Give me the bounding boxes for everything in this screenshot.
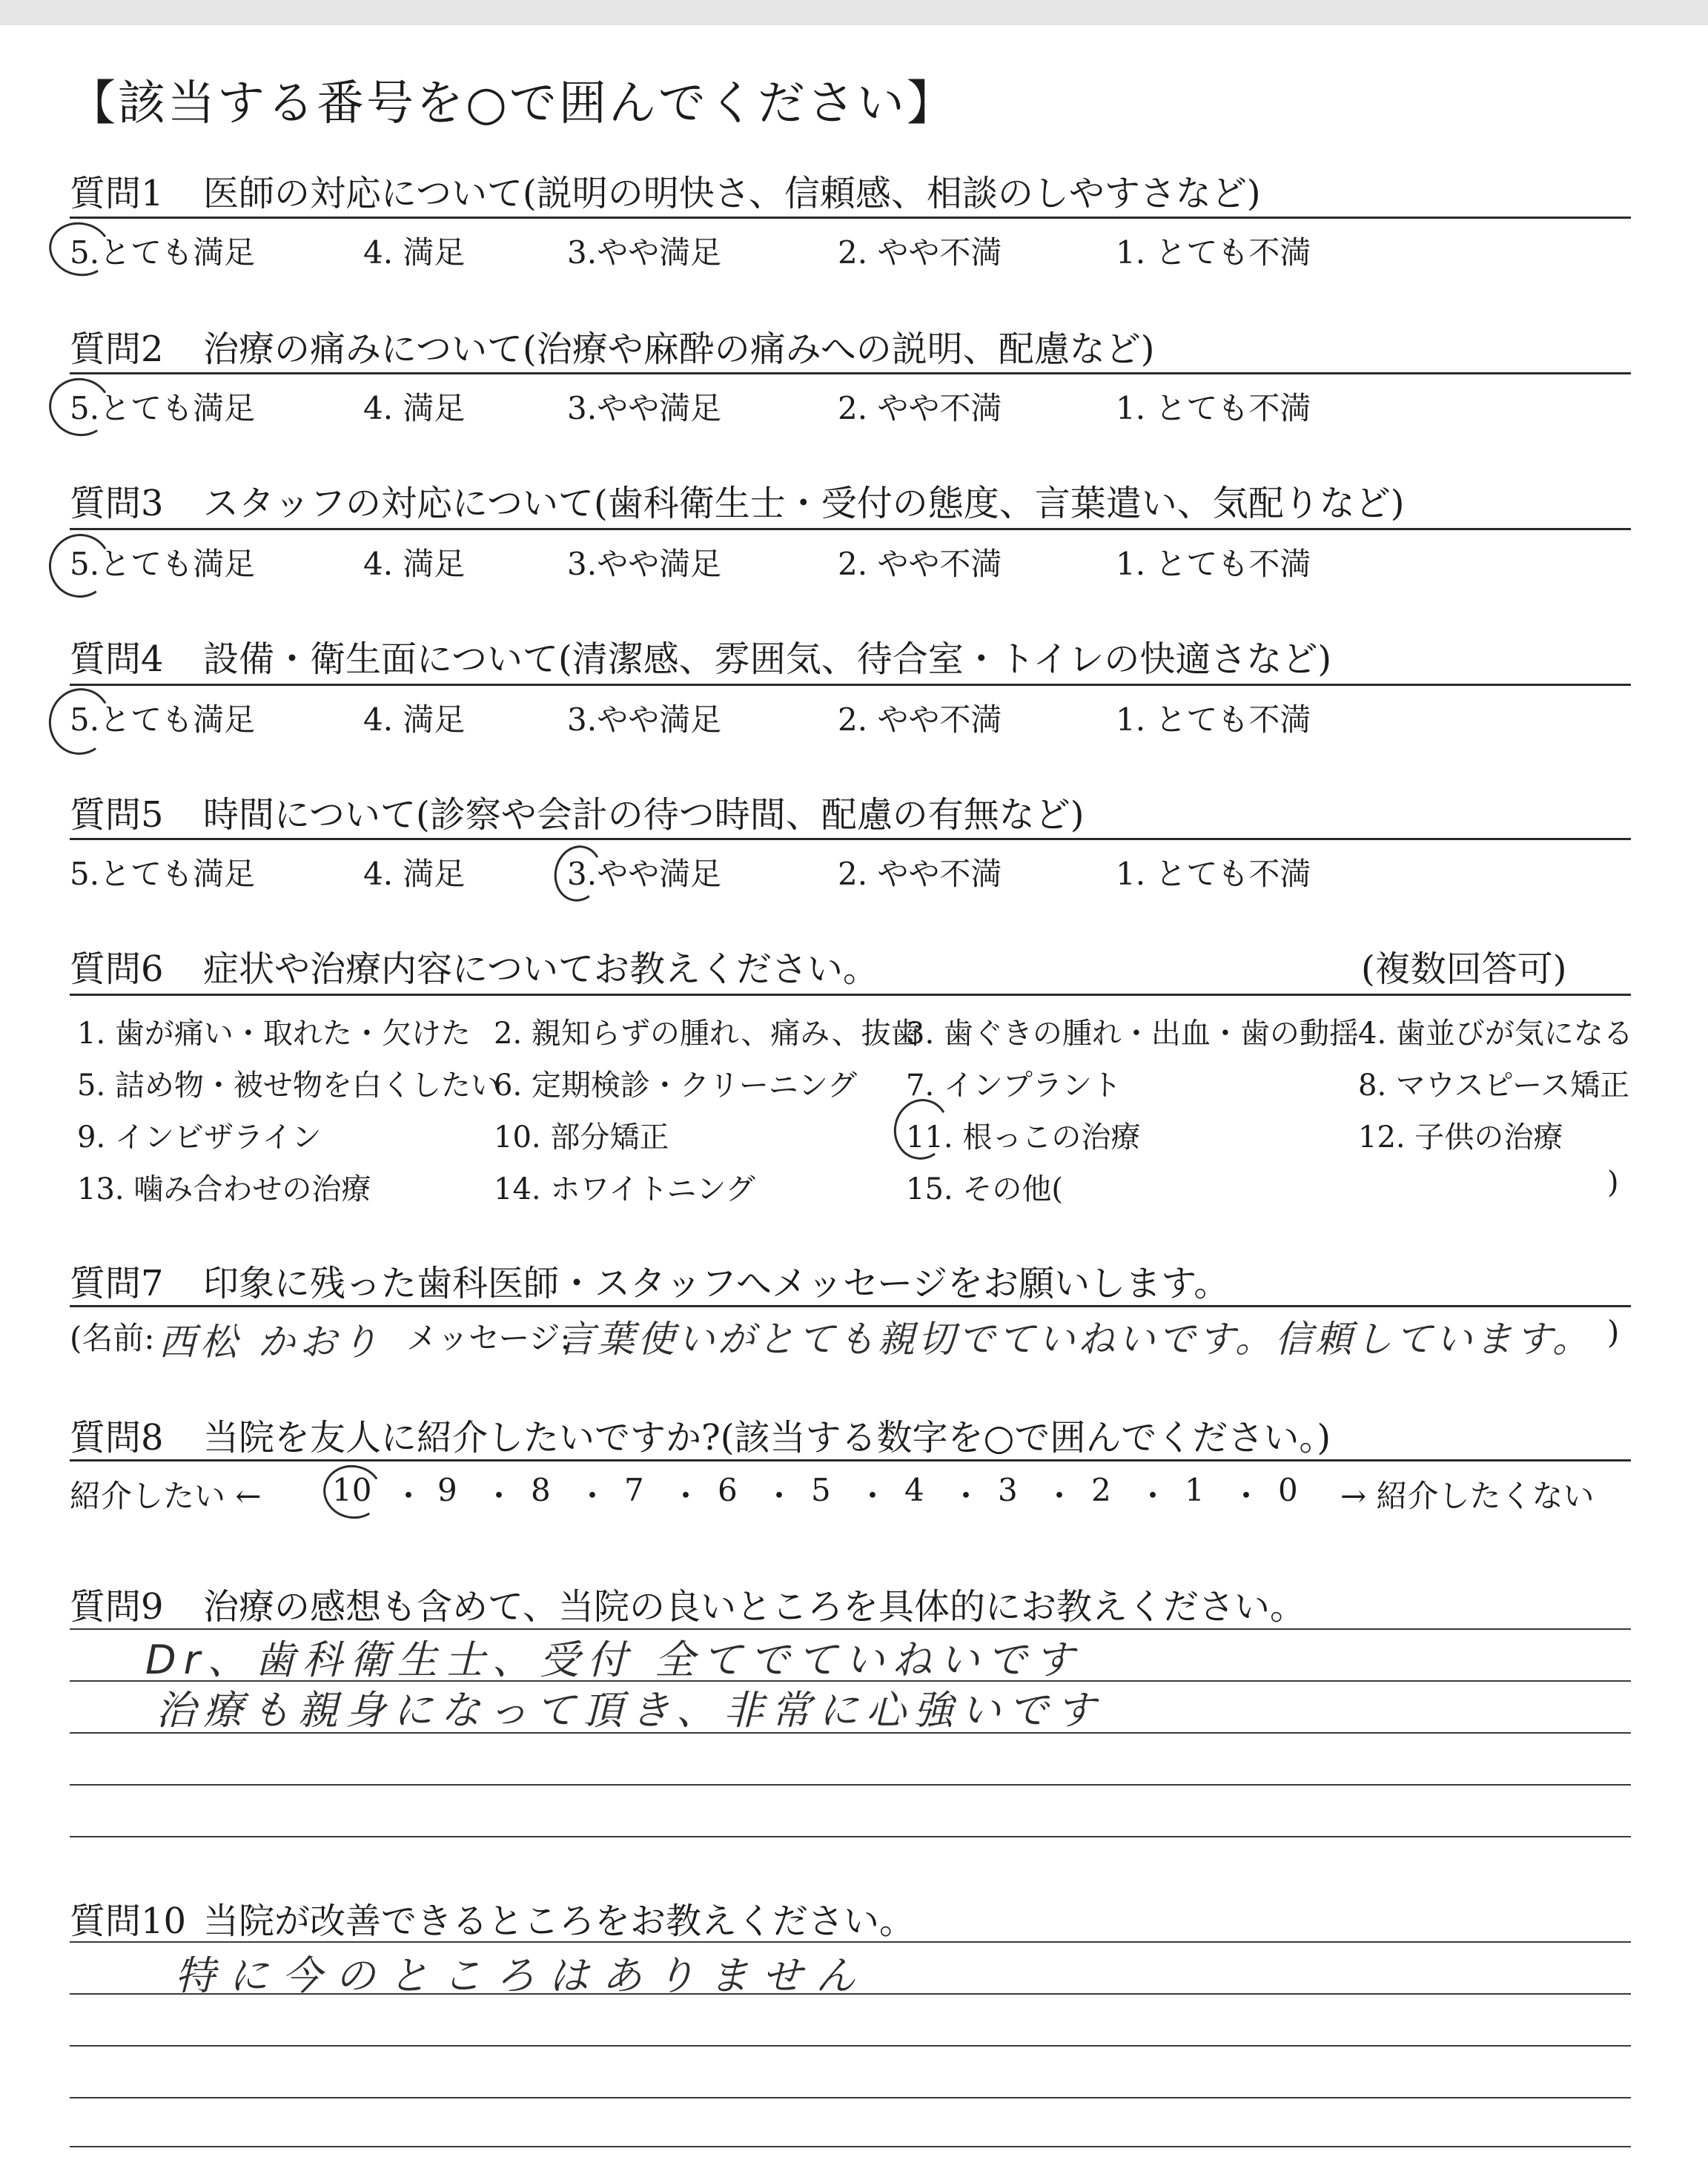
question-3: [70, 475, 1405, 526]
question-number: 質問5: [70, 794, 164, 836]
q8-value-4[interactable]: 4: [904, 1472, 924, 1508]
question-9: [70, 1578, 1305, 1629]
q3-option-1[interactable]: 1. とても不満: [1116, 546, 1311, 582]
q8-value-6[interactable]: 6: [718, 1472, 738, 1508]
answer-line: [70, 1784, 1631, 1786]
question-7: [70, 1255, 1229, 1306]
question-rule: [70, 1459, 1631, 1462]
question-number: 質問4: [70, 638, 164, 680]
q8-value-0[interactable]: 0: [1278, 1472, 1298, 1508]
question-number: 質問1: [70, 173, 164, 214]
q1-option-4[interactable]: 4. 満足: [363, 234, 466, 271]
scale-dot: ・: [483, 1478, 515, 1514]
q1-option-1[interactable]: 1. とても不満: [1116, 234, 1311, 271]
question-number: 質問8: [70, 1417, 164, 1459]
q2-option-4[interactable]: 4. 満足: [363, 390, 466, 426]
q6-option-6[interactable]: 6. 定期検診・クリーニング: [494, 1069, 858, 1103]
q1-option-3[interactable]: 3.やや満足: [567, 234, 722, 271]
q6-option-1[interactable]: 1. 歯が痛い・取れた・欠けた: [77, 1017, 471, 1051]
q2-option-2[interactable]: 2. やや不満: [838, 390, 1002, 426]
question-text: 症状や治療内容についてお教えください。: [203, 948, 879, 990]
answer-line: [70, 1732, 1631, 1734]
q7-message-label: メッセージ:: [406, 1320, 571, 1356]
question-rule: [70, 1305, 1631, 1307]
q9-answer-line-2[interactable]: 治療も親身になって頂き、非常に心強いです: [156, 1687, 1103, 1734]
q8-value-5[interactable]: 5: [811, 1472, 831, 1508]
q5-option-1[interactable]: 1. とても不満: [1116, 856, 1311, 892]
scale-dot: ・: [670, 1478, 702, 1514]
question-number: 質問2: [70, 328, 164, 370]
q6-option-2[interactable]: 2. 親知らずの腫れ、痛み、抜歯: [494, 1017, 921, 1051]
answer-line: [70, 1993, 1631, 1995]
scale-dot: ・: [577, 1478, 609, 1514]
q5-option-5[interactable]: 5.とても満足: [70, 856, 256, 892]
q8-value-7[interactable]: 7: [624, 1472, 644, 1508]
q8-value-8[interactable]: 8: [531, 1472, 551, 1508]
scale-dot: ・: [764, 1478, 795, 1514]
question-text: 医師の対応について(説明の明快さ、信頼感、相談のしやすさなど): [203, 173, 1261, 214]
q8-value-10[interactable]: 10: [332, 1472, 372, 1508]
q6-option-9[interactable]: 9. インビザライン: [77, 1120, 322, 1155]
q8-value-2[interactable]: 2: [1091, 1472, 1111, 1508]
question-text: 印象に残った歯科医師・スタッフへメッセージをお願いします。: [203, 1263, 1230, 1304]
q4-option-2[interactable]: 2. やや不満: [838, 701, 1002, 738]
scale-dot: ・: [1231, 1478, 1262, 1514]
q6-option-8[interactable]: 8. マウスピース矯正: [1358, 1069, 1630, 1103]
q3-option-3[interactable]: 3.やや満足: [567, 546, 722, 582]
scale-dot: ・: [1137, 1478, 1169, 1514]
question-text: 当院を友人に紹介したいですか?(該当する数字を○で囲んでください。): [203, 1417, 1331, 1459]
q4-option-5[interactable]: 5.とても満足: [70, 701, 256, 738]
q8-value-3[interactable]: 3: [998, 1472, 1018, 1508]
q9-answer-line-1[interactable]: Dr、歯科衛生士、受付 全てでていねいです: [145, 1636, 1082, 1683]
scale-dot: ・: [1044, 1478, 1076, 1514]
q2-option-5[interactable]: 5.とても満足: [70, 390, 256, 426]
question-text: 設備・衛生面について(清潔感、雰囲気、待合室・トイレの快適さなど): [203, 638, 1332, 680]
question-number: 質問6: [70, 948, 164, 990]
q7-message-handwritten[interactable]: 言葉使いがとても親切でていねいです。信頼しています。: [557, 1318, 1592, 1361]
q6-option-3[interactable]: 3. 歯ぐきの腫れ・出血・歯の動揺: [906, 1017, 1359, 1051]
question-number: 質問9: [70, 1586, 164, 1628]
q8-value-1[interactable]: 1: [1185, 1472, 1205, 1508]
q6-option-5[interactable]: 5. 詰め物・被せ物を白くしたい: [77, 1069, 500, 1103]
q2-answer-circle: [44, 372, 116, 442]
scan-top-band: [0, 0, 1708, 25]
q3-option-2[interactable]: 2. やや不満: [838, 546, 1002, 582]
q1-option-2[interactable]: 2. やや不満: [838, 234, 1002, 271]
q5-option-2[interactable]: 2. やや不満: [838, 856, 1002, 892]
q8-scale-right-label: → 紹介したくない: [1340, 1478, 1595, 1514]
q8-value-9[interactable]: 9: [437, 1472, 457, 1508]
q4-option-1[interactable]: 1. とても不満: [1116, 701, 1311, 738]
q4-option-3[interactable]: 3.やや満足: [567, 701, 722, 738]
q5-option-4[interactable]: 4. 満足: [363, 856, 466, 892]
q6-option-15[interactable]: 15. その他(: [906, 1172, 1063, 1206]
answer-line: [70, 2097, 1631, 2098]
question-rule: [70, 994, 1631, 996]
question-10: [70, 1892, 915, 1943]
q5-option-3[interactable]: 3.やや満足: [567, 856, 722, 892]
question-text: 当院が改善できるところをお教えください。: [203, 1900, 916, 1942]
q8-scale-left-label: 紹介したい ←: [70, 1478, 262, 1514]
form-heading: 【該当する番号を○で囲んでください】: [68, 76, 956, 131]
q2-option-1[interactable]: 1. とても不満: [1116, 390, 1311, 426]
q3-option-4[interactable]: 4. 満足: [363, 546, 466, 582]
question-rule: [70, 217, 1631, 219]
scale-dot: ・: [393, 1478, 425, 1514]
answer-line: [70, 2146, 1631, 2147]
question-rule: [70, 528, 1631, 530]
q7-close-paren: ): [1607, 1314, 1620, 1350]
q7-name-handwritten[interactable]: 西松 かおり: [159, 1321, 383, 1364]
question-2: [70, 320, 1155, 371]
question-rule: [70, 684, 1631, 686]
question-number: 質問10: [70, 1900, 187, 1942]
answer-line: [70, 2045, 1631, 2047]
question-number: 質問7: [70, 1263, 164, 1304]
question-5: [70, 786, 1085, 837]
question-4: [70, 630, 1331, 681]
q8-answer-circle: [318, 1459, 387, 1524]
q6-option-13[interactable]: 13. 噛み合わせの治療: [77, 1172, 371, 1206]
q2-option-3[interactable]: 3.やや満足: [567, 390, 722, 426]
question-1: [70, 165, 1261, 216]
q6-option-14[interactable]: 14. ホワイトニング: [494, 1172, 755, 1206]
question-6: [70, 940, 878, 991]
question-text: 時間について(診察や会計の待つ時間、配慮の有無など): [203, 794, 1085, 836]
answer-line: [70, 1836, 1631, 1837]
q6-option-11[interactable]: 11. 根っこの治療: [906, 1120, 1141, 1155]
question-text: スタッフの対応について(歯科衛生士・受付の態度、言葉遣い、気配りなど): [203, 483, 1405, 524]
question-number: 質問3: [70, 483, 164, 524]
scale-dot: ・: [857, 1478, 889, 1514]
question-8: [70, 1409, 1331, 1460]
q4-answer-circle: [43, 682, 118, 760]
q6-option-7[interactable]: 7. インプラント: [906, 1069, 1122, 1103]
question-text: 治療の感想も含めて、当院の良いところを具体的にお教えください。: [203, 1586, 1306, 1628]
q4-option-4[interactable]: 4. 満足: [363, 701, 466, 738]
q6-option-12[interactable]: 12. 子供の治療: [1358, 1120, 1563, 1155]
q6-option-10[interactable]: 10. 部分矯正: [494, 1120, 669, 1155]
q6-option-4[interactable]: 4. 歯並びが気になる: [1358, 1017, 1633, 1051]
q10-answer-line-1[interactable]: 特に今のところはありません: [175, 1952, 869, 1999]
q1-option-5[interactable]: 5.とても満足: [70, 234, 256, 271]
answer-line: [70, 1941, 1631, 1943]
question-text: 治療の痛みについて(治療や麻酔の痛みへの説明、配慮など): [203, 328, 1155, 370]
multiple-answer-note: (複数回答可): [1361, 948, 1567, 990]
q6-other-close-paren: ): [1607, 1166, 1619, 1200]
q3-option-5[interactable]: 5.とても満足: [70, 546, 256, 582]
scale-dot: ・: [950, 1478, 982, 1514]
question-rule: [70, 372, 1631, 374]
q7-name-label: (名前:: [70, 1320, 155, 1356]
question-rule: [70, 838, 1631, 840]
